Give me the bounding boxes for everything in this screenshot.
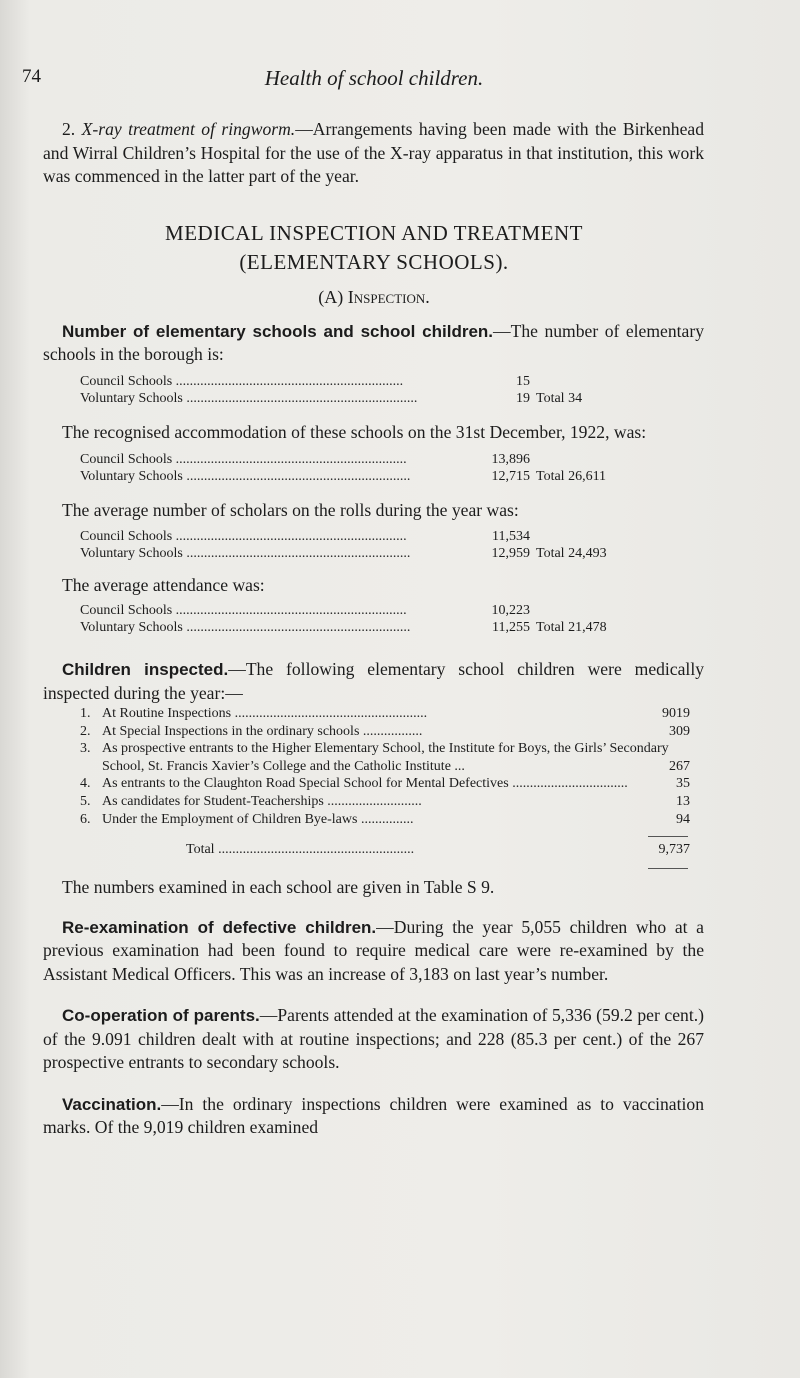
- schools-table: [80, 373, 582, 407]
- reexam-text: —During the year 5,055 children who at a previous examination had been found to require medical care were re-examined by the Assistant Medical Officers. This was an increase of 3,183 on last year’s number.: [43, 916, 704, 984]
- row-label: Council Schools ..................................................................: [80, 528, 407, 544]
- cooperation-paragraph: [0, 1004, 800, 1075]
- xray-paragraph: [0, 118, 800, 189]
- sub-heading-title: Inspection.: [347, 286, 430, 307]
- list-item: 2. At Special Inspections in the ordinary schools ................. 309: [80, 723, 690, 739]
- table-row: [80, 451, 606, 468]
- row-value: 13,896: [491, 452, 530, 467]
- row-total: [536, 373, 582, 390]
- page-header: [0, 66, 800, 96]
- schools-paragraph: [0, 320, 800, 367]
- row-label: Voluntary Schools ..................................................................: [80, 390, 418, 406]
- page-content: [0, 118, 800, 1140]
- inspected-total-row: [0, 842, 800, 862]
- vaccination-paragraph: [0, 1093, 800, 1140]
- table-row: [80, 373, 582, 390]
- row-label: Voluntary Schools ................................................................: [80, 545, 411, 561]
- sub-heading: [0, 287, 748, 308]
- xray-text: —Arrangements having been made with the Birkenhead and Wirral Children’s Hospital for the use of the X-ray apparatus in that institution, this work was commenced in the latter part of the year.: [43, 119, 704, 186]
- row-total: Total 21,478: [536, 620, 607, 635]
- total-label: Total ........................................................: [186, 842, 415, 858]
- inspected-list: [0, 705, 800, 828]
- total-rule-top: [648, 836, 688, 837]
- list-item: 6. Under the Employment of Children Bye-laws ............... 94: [80, 811, 690, 827]
- table-row: [80, 619, 607, 636]
- row-value: 11,534: [492, 528, 530, 544]
- table-row: [80, 545, 607, 562]
- row-value: 19: [516, 390, 530, 406]
- row-label: Council Schools .................................................................: [80, 373, 404, 389]
- row-total: [536, 528, 607, 545]
- running-title: Health of school children.: [264, 66, 484, 90]
- table-ref-paragraph: The numbers examined in each school are given in Table S 9.: [62, 877, 495, 898]
- xray-number: 2.: [62, 119, 76, 139]
- schools-heading: Number of elementary schools and school children.: [62, 321, 494, 341]
- list-item: 1. At Routine Inspections ....................................................... 9019: [80, 706, 690, 721]
- row-value: 12,959: [491, 545, 530, 561]
- row-value: 15: [516, 373, 530, 389]
- row-label: Council Schools ..................................................................: [80, 452, 407, 467]
- row-value: 12,715: [491, 469, 530, 484]
- schools-text: —The number of elementary schools in the borough is:: [43, 320, 704, 364]
- accommodation-table: [80, 451, 606, 485]
- row-label: Council Schools ..................................................................: [80, 603, 407, 618]
- row-total: Total 24,493: [536, 545, 607, 561]
- list-item: 3. As prospective entrants to the Higher Elementary School, the Institute for Boys, the Girls’ Secondary School, St. Francis Xavier’s College and the Catholic Institute ... 267: [80, 741, 690, 774]
- main-heading: [0, 219, 748, 277]
- scholars-paragraph: The average number of scholars on the rolls during the year was:: [62, 500, 519, 520]
- vaccination-text: —In the ordinary inspections children were examined as to vaccination marks. Of the 9,019 children examined: [43, 1093, 704, 1138]
- main-heading-line1: MEDICAL INSPECTION AND TREATMENT: [165, 220, 583, 245]
- attendance-paragraph: The average attendance was:: [62, 574, 265, 595]
- table-row: [80, 602, 607, 619]
- cooperation-text: —Parents attended at the examination of 5,336 (59.2 per cent.) of the 9.091 children dealt with at routine inspections; and 228 (85.3 per cent.) of the 267 prospective entrants to secondary schools.: [43, 1005, 704, 1073]
- sub-heading-prefix: (A): [318, 286, 344, 307]
- row-label: Voluntary Schools ................................................................: [80, 620, 411, 635]
- vaccination-heading: Vaccination.: [62, 1094, 162, 1114]
- table-row: [80, 468, 606, 485]
- row-value: 11,255: [492, 620, 530, 635]
- row-total: [536, 451, 606, 468]
- row-total: [536, 602, 607, 619]
- inspected-heading: Children inspected.: [62, 660, 229, 679]
- row-total: Total 34: [536, 390, 583, 406]
- reexam-paragraph: [0, 916, 800, 987]
- list-item: 5. As candidates for Student-Teacherships ........................... 13: [80, 793, 690, 809]
- total-rule-bottom: [648, 868, 688, 869]
- accommodation-paragraph: The recognised accommodation of these schools on the 31st December, 1922, was:: [62, 421, 647, 442]
- reexam-heading: Re-examination of defective children.: [62, 917, 377, 937]
- main-heading-line2: (ELEMENTARY SCHOOLS).: [239, 249, 509, 274]
- xray-title: X-ray treatment of ringworm.: [81, 119, 296, 139]
- page-number: 74: [22, 66, 41, 87]
- scholars-table: [80, 528, 607, 562]
- table-row: [80, 390, 582, 407]
- cooperation-heading: Co-operation of parents.: [62, 1006, 260, 1026]
- inspected-text: —The following elementary school children were medically inspected during the year:—: [43, 659, 704, 703]
- attendance-table: [80, 602, 607, 636]
- table-row: [80, 528, 607, 545]
- row-value: 10,223: [491, 603, 530, 618]
- list-item: 4. As entrants to the Claughton Road Special School for Mental Defectives ................................. 35: [80, 776, 690, 792]
- row-label: Voluntary Schools ................................................................: [80, 469, 411, 484]
- total-value: 9,737: [658, 842, 690, 858]
- inspected-paragraph: [0, 658, 800, 705]
- row-total: Total 26,611: [536, 469, 607, 484]
